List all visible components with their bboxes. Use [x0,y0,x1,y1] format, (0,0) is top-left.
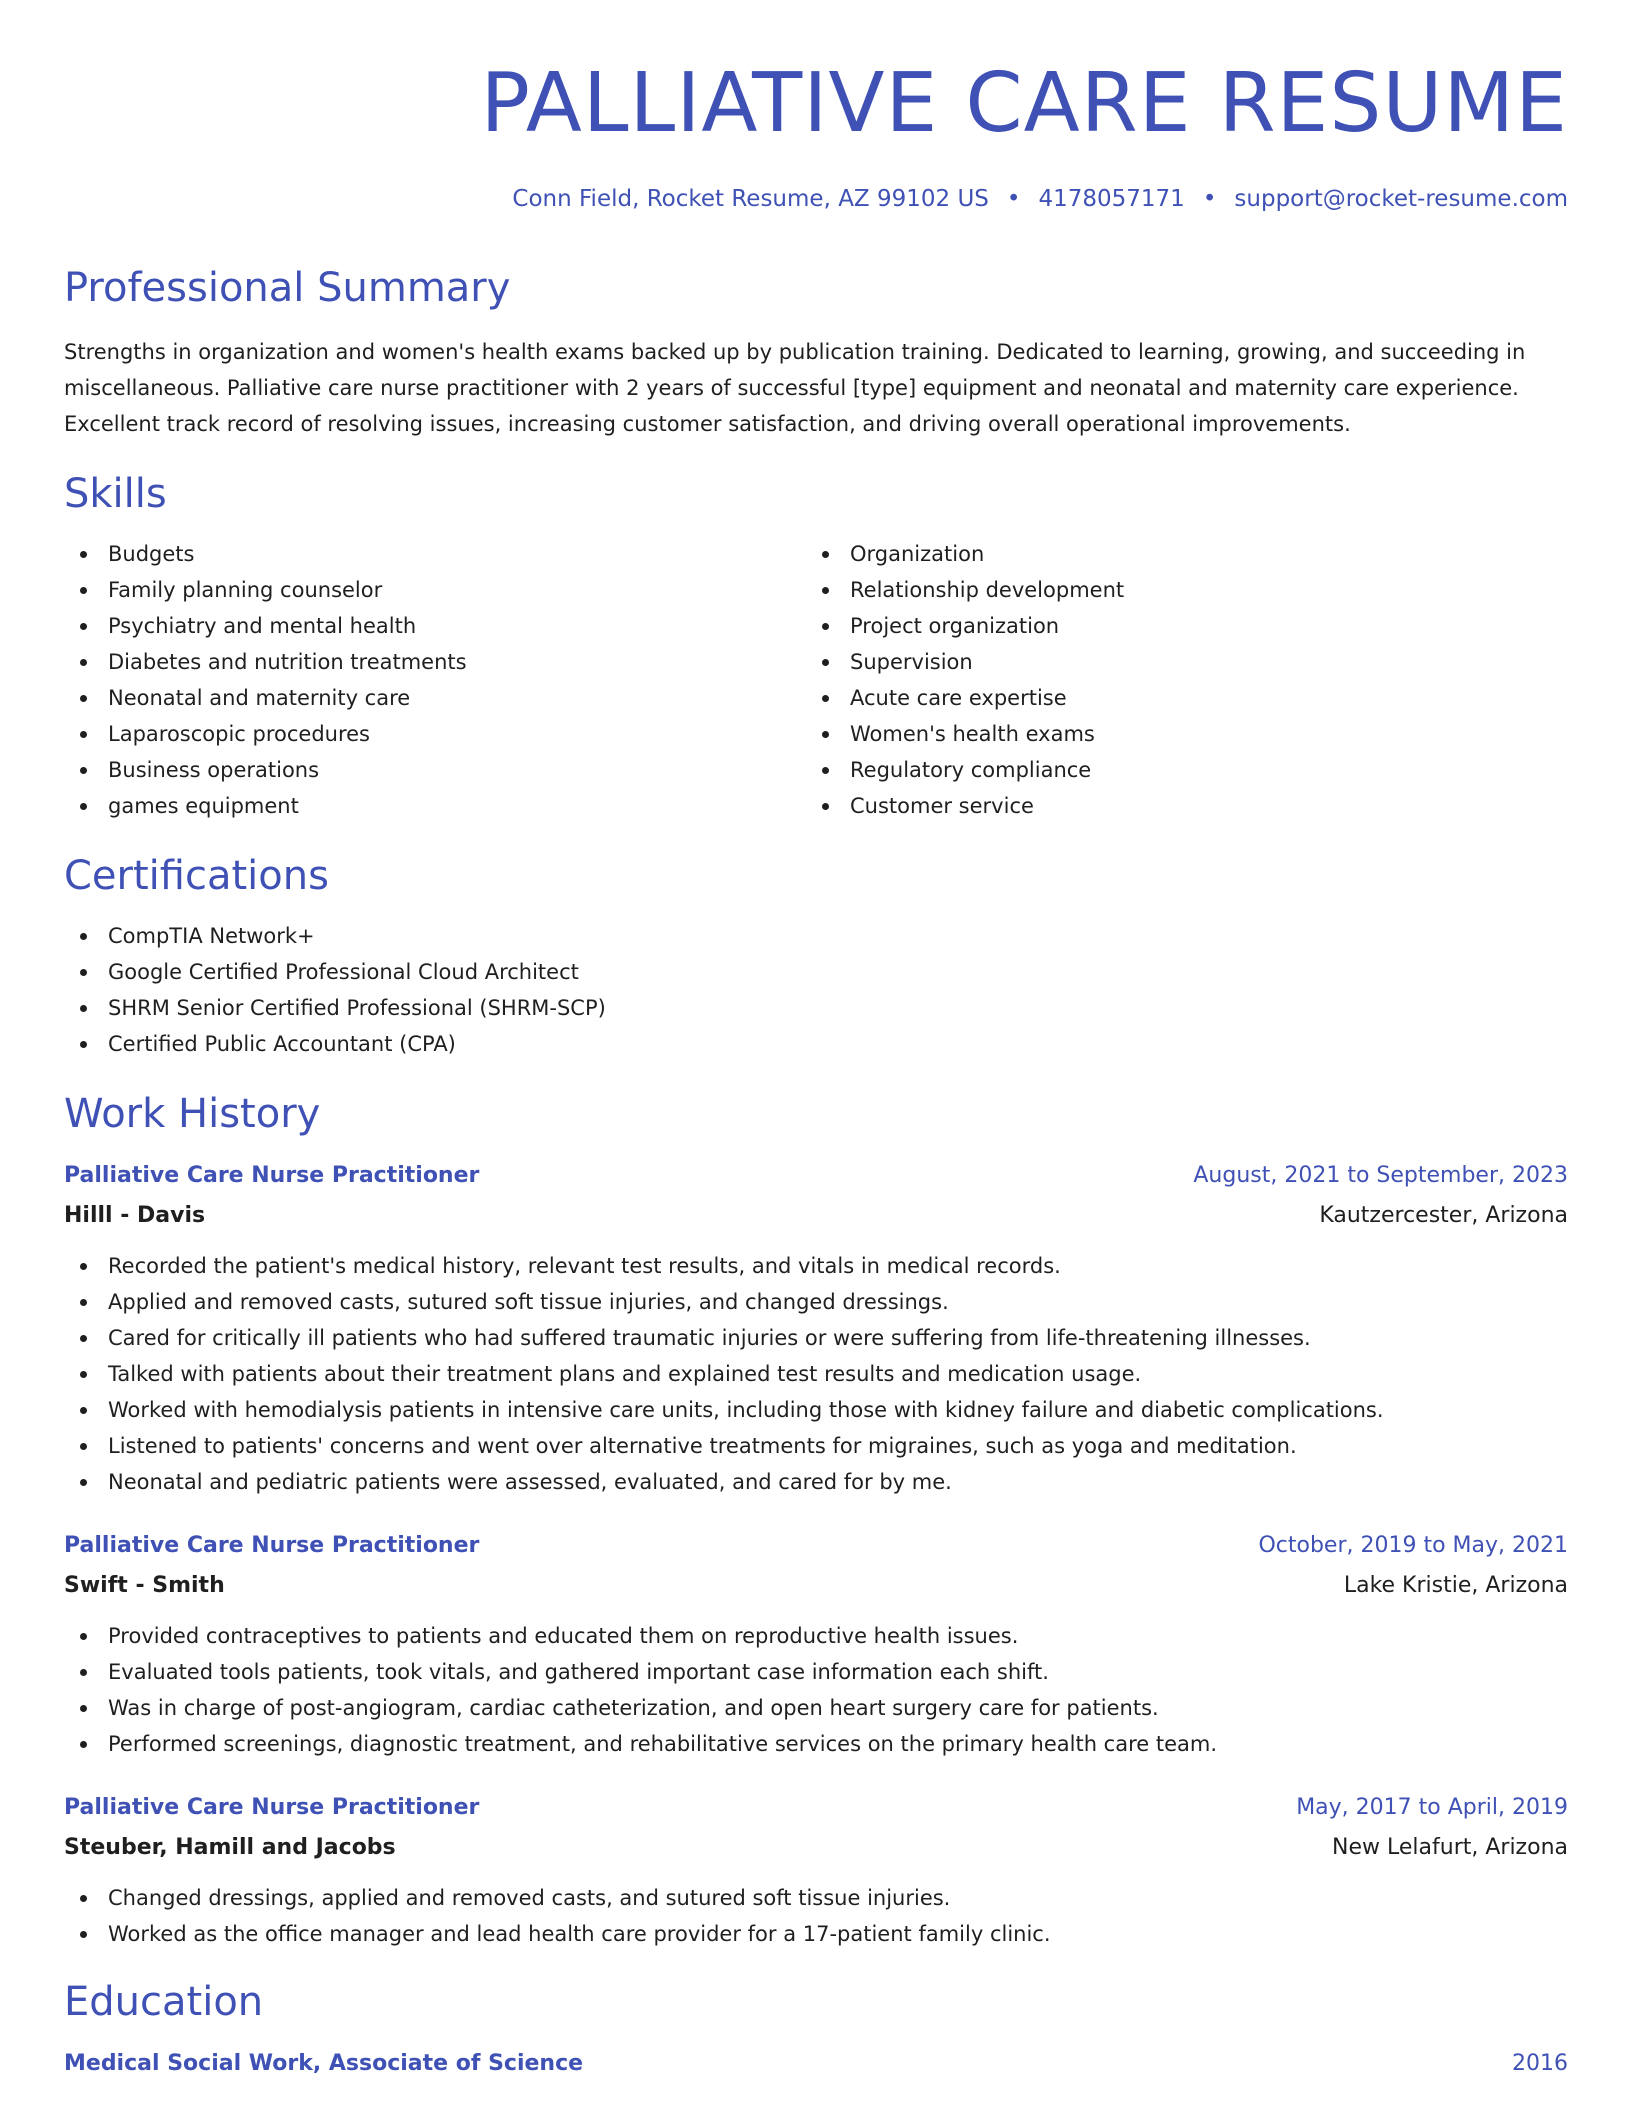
job-duty: Listened to patients' concerns and went over alternative treatments for migraines, such as yoga and meditation. [64,1428,1568,1464]
job-location: New Lelafurt, Arizona [1332,1835,1568,1860]
contact-phone: 4178057171 [1038,186,1185,212]
summary-heading: Professional Summary [64,265,511,311]
job-company-row [64,1828,1568,1868]
job-duty: Provided contraceptives to patients and educated them on reproductive health issues. [64,1618,1568,1654]
certification-item: Google Certified Professional Cloud Architect [64,954,1568,990]
certification-item: CompTIA Network+ [64,918,1568,954]
education-year: 2016 [1512,2051,1568,2076]
contact-email: support@rocket-resume.com [1234,186,1568,212]
job-title: Palliative Care Nurse Practitioner [64,1795,480,1820]
summary-text: Strengths in organization and women's health exams backed up by publication training. Dedicated to learning, growing, and succeeding in miscellaneous. Palliative care nurse practitioner with 2 years of successful [type] equipment and neonatal and maternity care experience. Excellent track record of resolving issues, increasing customer satisfaction, and driving overall operational improvements. [64,340,1526,436]
contact-separator: • [1006,186,1021,212]
education-section [64,1978,1568,2084]
skill-item: Women's health exams [806,716,1548,752]
work-history-section [64,1090,1568,1952]
job-duty: Cared for critically ill patients who had suffered traumatic injuries or were suffering from life-threatening illnesses. [64,1320,1568,1356]
skill-item: Psychiatry and mental health [64,608,806,644]
skill-item: Budgets [64,536,806,572]
contact-line [64,184,1568,214]
job-header-row [64,1156,1568,1196]
job-duty: Neonatal and pediatric patients were assessed, evaluated, and cared for by me. [64,1464,1568,1500]
skill-item: Supervision [806,644,1548,680]
job-header-row [64,1526,1568,1566]
job-dates: May, 2017 to April, 2019 [1296,1795,1568,1820]
skills-columns [64,536,1568,824]
skill-item: Family planning counselor [64,572,806,608]
job-header-row [64,1788,1568,1828]
skill-item: Neonatal and maternity care [64,680,806,716]
skill-item: Customer service [806,788,1548,824]
certification-item: SHRM Senior Certified Professional (SHRM-SCP) [64,990,1568,1026]
certifications-heading: Certifications [64,853,329,899]
skill-item: Relationship development [806,572,1548,608]
job-duty: Was in charge of post-angiogram, cardiac catheterization, and open heart surgery care for patients. [64,1690,1568,1726]
education-degree: Medical Social Work, Associate of Science [64,2051,584,2076]
job-duty: Applied and removed casts, sutured soft tissue injuries, and changed dressings. [64,1284,1568,1320]
job-location: Lake Kristie, Arizona [1343,1573,1568,1598]
summary-section [64,264,1568,442]
resume-header [64,0,1568,214]
job-duty: Performed screenings, diagnostic treatment, and rehabilitative services on the primary health care team. [64,1726,1568,1762]
skill-item: Regulatory compliance [806,752,1548,788]
job-title: Palliative Care Nurse Practitioner [64,1533,480,1558]
job-entry [64,1156,1568,1500]
contact-address: Conn Field, Rocket Resume, AZ 99102 US [512,186,989,212]
skill-item: games equipment [64,788,806,824]
skills-list-left [64,536,806,824]
job-entry [64,1788,1568,1952]
resume-title: PALLIATIVE CARE RESUME [480,56,1568,151]
job-entry [64,1526,1568,1762]
skills-section [64,470,1568,824]
certifications-section [64,852,1568,1062]
skill-item: Organization [806,536,1548,572]
job-company: Hilll - Davis [64,1203,206,1228]
job-duty: Worked as the office manager and lead health care provider for a 17-patient family clinic. [64,1916,1568,1952]
job-dates: August, 2021 to September, 2023 [1193,1163,1568,1188]
work-history-heading: Work History [64,1091,321,1137]
job-duties-list [64,1248,1568,1500]
education-heading: Education [64,1979,264,2025]
job-duty: Recorded the patient's medical history, relevant test results, and vitals in medical records. [64,1248,1568,1284]
job-company: Swift - Smith [64,1573,225,1598]
contact-separator: • [1202,186,1217,212]
job-location: Kautzercester, Arizona [1319,1203,1568,1228]
skill-item: Business operations [64,752,806,788]
job-duty: Evaluated tools patients, took vitals, and gathered important case information each shift. [64,1654,1568,1690]
job-title: Palliative Care Nurse Practitioner [64,1163,480,1188]
skill-item: Diabetes and nutrition treatments [64,644,806,680]
job-duty: Talked with patients about their treatment plans and explained test results and medication usage. [64,1356,1568,1392]
job-company-row [64,1566,1568,1606]
skills-heading: Skills [64,471,167,517]
job-company-row [64,1196,1568,1236]
job-duty: Worked with hemodialysis patients in intensive care units, including those with kidney failure and diabetic complications. [64,1392,1568,1428]
job-duties-list [64,1880,1568,1952]
education-row [64,2044,1568,2084]
skill-item: Project organization [806,608,1548,644]
certifications-list [64,918,1568,1062]
job-duty: Changed dressings, applied and removed casts, and sutured soft tissue injuries. [64,1880,1568,1916]
job-company: Steuber, Hamill and Jacobs [64,1835,396,1860]
skill-item: Laparoscopic procedures [64,716,806,752]
skills-list-right [806,536,1548,824]
certification-item: Certified Public Accountant (CPA) [64,1026,1568,1062]
job-duties-list [64,1618,1568,1762]
job-dates: October, 2019 to May, 2021 [1258,1533,1568,1558]
resume-page [64,0,1568,2084]
skill-item: Acute care expertise [806,680,1548,716]
